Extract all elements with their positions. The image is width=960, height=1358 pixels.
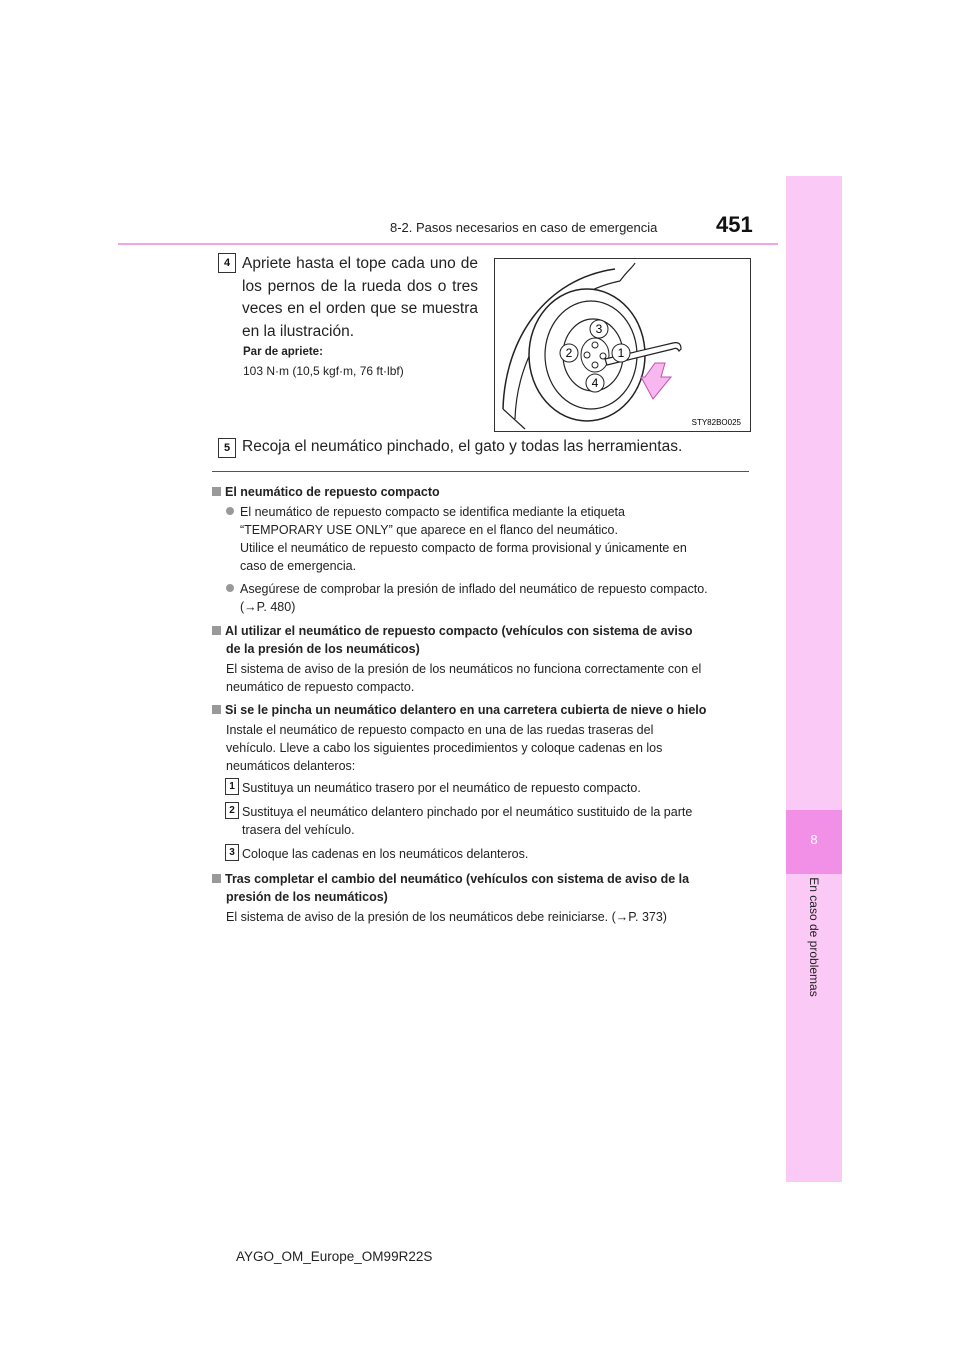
- step-4-text: Apriete hasta el tope cada uno de los pernos de la rueda dos o tres veces en el orden que se muestra en la ilustración.: [242, 255, 478, 340]
- substep-badge-1: 1: [225, 778, 239, 795]
- note-after-change-body: El sistema de aviso de la presión de los neumáticos debe reiniciarse. (→P. 373): [226, 910, 667, 924]
- round-bullet-icon: [226, 584, 234, 592]
- chapter-title: En caso de problemas: [807, 877, 821, 997]
- step-5-text: Recoja el neumático pinchado, el gato y todas las herramientas.: [242, 438, 683, 455]
- callout-4: 4: [591, 376, 599, 390]
- step-badge-4: 4: [218, 253, 236, 273]
- note-compact-spare-bullet-2-ref[interactable]: (→P. 480): [240, 600, 296, 614]
- torque-label: Par de apriete:: [243, 346, 323, 358]
- substep-badge-2: 2: [225, 802, 239, 819]
- note-after-change-title-cont: presión de los neumáticos): [226, 890, 388, 904]
- step-badge-5: 5: [218, 438, 236, 458]
- note-snow-ice-title: Si se le pincha un neumático delantero en una carretera cubierta de nieve o hielo: [212, 701, 742, 719]
- note-compact-spare-bullet-1-cont: “TEMPORARY USE ONLY” que aparece en el flanco del neumático. Utilice el neumático de repuesto compacto de forma provisional y únicamente en caso de emergencia.: [240, 523, 687, 573]
- substep-1-text: Sustituya un neumático trasero por el neumático de repuesto compacto.: [242, 781, 641, 795]
- note-compact-spare-title: El neumático de repuesto compacto: [212, 483, 742, 501]
- note-compact-spare-bullet-2: Asegúrese de comprobar la presión de inflado del neumático de repuesto compacto.: [226, 580, 756, 598]
- substep-2-text: Sustituya el neumático delantero pinchado por el neumático sustituido de la parte trasera del vehículo.: [242, 805, 693, 837]
- chapter-side-tab: [786, 176, 842, 1182]
- figure-code: STY82BO025: [691, 418, 741, 427]
- callout-1: 1: [617, 346, 625, 360]
- note-after-change-title: Tras completar el cambio del neumático (vehículos con sistema de aviso de la: [212, 870, 742, 888]
- note-snow-ice-body: Instale el neumático de repuesto compacto en una de las ruedas traseras del vehículo. Lleve a cabo los siguientes procedimientos y coloque cadenas en los neumáticos delanteros:: [226, 723, 663, 773]
- wheel-nut-tightening-figure: [494, 258, 751, 432]
- wheel-illustration: [495, 259, 750, 431]
- substep-3-text: Coloque las cadenas en los neumáticos delanteros.: [242, 847, 529, 861]
- callout-2: 2: [565, 346, 573, 360]
- page-number: 451: [716, 212, 753, 237]
- footer-document-code: AYGO_OM_Europe_OM99R22S: [236, 1249, 433, 1264]
- round-bullet-icon: [226, 507, 234, 515]
- substep-badge-3: 3: [225, 844, 239, 861]
- note-tpws-spare-title-cont: de la presión de los neumáticos): [226, 642, 420, 656]
- section-divider: [212, 471, 749, 472]
- torque-value: 103 N·m (10,5 kgf·m, 76 ft·lbf): [243, 364, 404, 378]
- note-tpws-spare-body: El sistema de aviso de la presión de los neumáticos no funciona correctamente con el neumático de repuesto compacto.: [226, 662, 702, 694]
- header-rule: [118, 243, 778, 245]
- square-bullet-icon: [212, 487, 221, 496]
- square-bullet-icon: [212, 705, 221, 714]
- note-compact-spare-bullet-1: El neumático de repuesto compacto se identifica mediante la etiqueta: [226, 503, 756, 521]
- chapter-number: 8: [810, 832, 818, 847]
- square-bullet-icon: [212, 874, 221, 883]
- callout-3: 3: [595, 322, 603, 336]
- header-section-title: 8-2. Pasos necesarios en caso de emergencia: [390, 220, 658, 235]
- note-tpws-spare-title: Al utilizar el neumático de repuesto compacto (vehículos con sistema de aviso: [212, 622, 742, 640]
- square-bullet-icon: [212, 626, 221, 635]
